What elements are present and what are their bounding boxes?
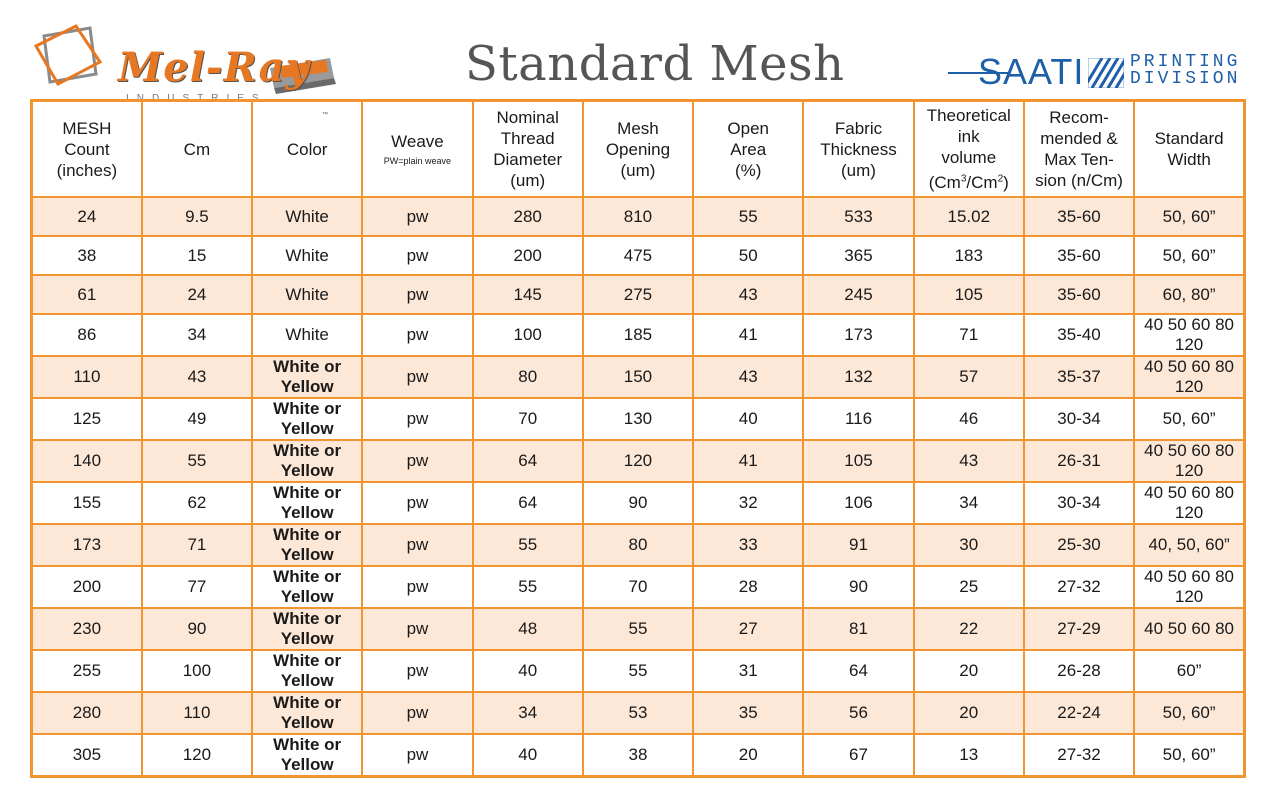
cell-color: White or Yellow <box>252 566 362 608</box>
cell-weave: pw <box>362 566 472 608</box>
cell-thickness: 81 <box>803 608 913 650</box>
cell-diameter: 200 <box>473 236 583 275</box>
cell-mesh: 230 <box>32 608 142 650</box>
cell-thickness: 67 <box>803 734 913 777</box>
cell-color: White or Yellow <box>252 524 362 566</box>
cell-weave: pw <box>362 440 472 482</box>
cell-mesh: 255 <box>32 650 142 692</box>
cell-cm: 71 <box>142 524 252 566</box>
cell-mesh: 200 <box>32 566 142 608</box>
cell-diameter: 34 <box>473 692 583 734</box>
cell-mesh: 86 <box>32 314 142 356</box>
cell-color: White or Yellow <box>252 482 362 524</box>
cell-width: 60, 80” <box>1134 275 1244 314</box>
cell-diameter: 40 <box>473 734 583 777</box>
table-row <box>32 566 1245 608</box>
cell-weave: pw <box>362 236 472 275</box>
cell-tension: 35-37 <box>1024 356 1134 398</box>
cell-weave: pw <box>362 524 472 566</box>
cell-ink-volume: 20 <box>914 692 1024 734</box>
cell-weave: pw <box>362 650 472 692</box>
cell-width: 40 50 60 80 120 <box>1134 482 1244 524</box>
cell-mesh: 24 <box>32 197 142 236</box>
cell-ink-volume: 15.02 <box>914 197 1024 236</box>
cell-opening: 55 <box>583 650 693 692</box>
cell-tension: 35-40 <box>1024 314 1134 356</box>
division-line-1: PRINTING <box>1130 52 1241 72</box>
table-row <box>32 314 1245 356</box>
cell-thickness: 106 <box>803 482 913 524</box>
brand-right-division <box>1130 54 1240 88</box>
cell-diameter: 80 <box>473 356 583 398</box>
cell-open-area: 50 <box>693 236 803 275</box>
cell-tension: 30-34 <box>1024 482 1134 524</box>
col-header-cm: Cm <box>142 101 252 198</box>
weave-note: PW=plain weave <box>383 155 452 166</box>
cell-opening: 90 <box>583 482 693 524</box>
col-header-color: Color <box>252 101 362 198</box>
cell-cm: 24 <box>142 275 252 314</box>
cell-weave: pw <box>362 398 472 440</box>
cell-cm: 34 <box>142 314 252 356</box>
mel-ray-logo <box>30 22 350 118</box>
cell-weave: pw <box>362 275 472 314</box>
cell-color: White or Yellow <box>252 356 362 398</box>
cell-thickness: 116 <box>803 398 913 440</box>
cell-cm: 62 <box>142 482 252 524</box>
table-row <box>32 236 1245 275</box>
cell-ink-volume: 25 <box>914 566 1024 608</box>
cell-open-area: 31 <box>693 650 803 692</box>
division-line-2: DIVISION <box>1130 69 1241 89</box>
table-row <box>32 275 1245 314</box>
cell-color: White <box>252 275 362 314</box>
cell-weave: pw <box>362 314 472 356</box>
cell-weave: pw <box>362 197 472 236</box>
cell-cm: 120 <box>142 734 252 777</box>
cell-ink-volume: 46 <box>914 398 1024 440</box>
cell-thickness: 90 <box>803 566 913 608</box>
cell-diameter: 70 <box>473 398 583 440</box>
cell-open-area: 41 <box>693 440 803 482</box>
col-header-mesh-count: MESH Count (inches) <box>32 101 142 198</box>
cell-tension: 35-60 <box>1024 236 1134 275</box>
cell-open-area: 20 <box>693 734 803 777</box>
cell-tension: 30-34 <box>1024 398 1134 440</box>
brand-left-subtitle: INDUSTRIES <box>126 93 267 104</box>
table-row <box>32 197 1245 236</box>
cell-ink-volume: 105 <box>914 275 1024 314</box>
cell-weave: pw <box>362 608 472 650</box>
cell-opening: 275 <box>583 275 693 314</box>
col-header-open-area: Open Area (%) <box>693 101 803 198</box>
cell-diameter: 64 <box>473 440 583 482</box>
cell-width: 40 50 60 80 120 <box>1134 314 1244 356</box>
cell-open-area: 41 <box>693 314 803 356</box>
table-row <box>32 482 1245 524</box>
cell-open-area: 27 <box>693 608 803 650</box>
table-header-row <box>32 101 1245 198</box>
saati-logo <box>944 50 1254 96</box>
cell-opening: 475 <box>583 236 693 275</box>
cell-width: 50, 60” <box>1134 398 1244 440</box>
cell-diameter: 100 <box>473 314 583 356</box>
cell-opening: 80 <box>583 524 693 566</box>
table-row <box>32 608 1245 650</box>
cell-opening: 53 <box>583 692 693 734</box>
cell-ink-volume: 57 <box>914 356 1024 398</box>
cell-color: White <box>252 197 362 236</box>
cell-color: White <box>252 314 362 356</box>
table-row <box>32 692 1245 734</box>
cell-thickness: 245 <box>803 275 913 314</box>
ink-volume-label: Theoretical ink volume <box>926 106 1011 168</box>
cell-opening: 120 <box>583 440 693 482</box>
cell-tension: 25-30 <box>1024 524 1134 566</box>
cell-width: 40 50 60 80 120 <box>1134 356 1244 398</box>
cell-tension: 27-32 <box>1024 734 1134 777</box>
cell-diameter: 64 <box>473 482 583 524</box>
page-title: Standard Mesh <box>465 36 845 92</box>
cell-cm: 49 <box>142 398 252 440</box>
cell-mesh: 38 <box>32 236 142 275</box>
cell-width: 50, 60” <box>1134 236 1244 275</box>
cell-tension: 26-28 <box>1024 650 1134 692</box>
cell-ink-volume: 34 <box>914 482 1024 524</box>
trademark-mark: ™ <box>322 112 328 118</box>
cell-diameter: 145 <box>473 275 583 314</box>
cell-width: 50, 60” <box>1134 734 1244 777</box>
table-row <box>32 398 1245 440</box>
cell-opening: 130 <box>583 398 693 440</box>
cell-ink-volume: 30 <box>914 524 1024 566</box>
cell-color: White or Yellow <box>252 692 362 734</box>
cell-opening: 55 <box>583 608 693 650</box>
cell-open-area: 40 <box>693 398 803 440</box>
cell-open-area: 55 <box>693 197 803 236</box>
cell-thickness: 365 <box>803 236 913 275</box>
cell-mesh: 173 <box>32 524 142 566</box>
cell-tension: 26-31 <box>1024 440 1134 482</box>
cell-width: 50, 60” <box>1134 197 1244 236</box>
table-row <box>32 650 1245 692</box>
cell-color: White <box>252 236 362 275</box>
cell-weave: pw <box>362 356 472 398</box>
cell-color: White or Yellow <box>252 398 362 440</box>
col-header-standard-width: Standard Width <box>1134 101 1244 198</box>
cell-width: 40 50 60 80 120 <box>1134 566 1244 608</box>
cell-opening: 150 <box>583 356 693 398</box>
col-header-thread-diameter: Nominal Thread Diameter (um) <box>473 101 583 198</box>
table-row <box>32 734 1245 777</box>
cell-diameter: 280 <box>473 197 583 236</box>
weave-label: Weave <box>391 131 444 151</box>
cell-ink-volume: 20 <box>914 650 1024 692</box>
cell-color: White or Yellow <box>252 440 362 482</box>
cell-weave: pw <box>362 482 472 524</box>
cell-color: White or Yellow <box>252 650 362 692</box>
cell-mesh: 155 <box>32 482 142 524</box>
cell-opening: 70 <box>583 566 693 608</box>
cell-mesh: 110 <box>32 356 142 398</box>
cell-thickness: 132 <box>803 356 913 398</box>
cell-mesh: 280 <box>32 692 142 734</box>
cell-mesh: 61 <box>32 275 142 314</box>
cell-thickness: 91 <box>803 524 913 566</box>
cell-open-area: 28 <box>693 566 803 608</box>
cell-ink-volume: 71 <box>914 314 1024 356</box>
col-header-fabric-thickness: Fabric Thickness (um) <box>803 101 913 198</box>
brand-right-name: SAATI <box>978 51 1085 92</box>
cell-cm: 110 <box>142 692 252 734</box>
cell-cm: 9.5 <box>142 197 252 236</box>
brand-left-name: Mel-Ray <box>118 44 310 91</box>
cell-tension: 27-32 <box>1024 566 1134 608</box>
col-header-ink-volume <box>914 101 1024 198</box>
ink-volume-unit: (Cm$^3$/Cm$^2$) <box>928 172 1009 192</box>
standard-mesh-table <box>30 99 1246 778</box>
cell-diameter: 48 <box>473 608 583 650</box>
cell-tension: 22-24 <box>1024 692 1134 734</box>
saati-stripes-icon <box>1088 58 1124 88</box>
cell-tension: 35-60 <box>1024 275 1134 314</box>
cell-ink-volume: 183 <box>914 236 1024 275</box>
table-row <box>32 356 1245 398</box>
cell-cm: 90 <box>142 608 252 650</box>
cell-width: 40 50 60 80 120 <box>1134 440 1244 482</box>
cell-cm: 43 <box>142 356 252 398</box>
cell-mesh: 140 <box>32 440 142 482</box>
cell-width: 50, 60” <box>1134 692 1244 734</box>
table-row <box>32 524 1245 566</box>
cell-cm: 100 <box>142 650 252 692</box>
table-body <box>32 197 1245 777</box>
cell-ink-volume: 13 <box>914 734 1024 777</box>
col-header-weave <box>362 101 472 198</box>
cell-diameter: 55 <box>473 566 583 608</box>
cell-thickness: 64 <box>803 650 913 692</box>
cell-opening: 38 <box>583 734 693 777</box>
cell-weave: pw <box>362 692 472 734</box>
cell-open-area: 35 <box>693 692 803 734</box>
cell-mesh: 305 <box>32 734 142 777</box>
col-header-tension: Recom- mended & Max Ten- sion (n/Cm) <box>1024 101 1134 198</box>
cell-diameter: 55 <box>473 524 583 566</box>
cell-cm: 15 <box>142 236 252 275</box>
cell-open-area: 43 <box>693 275 803 314</box>
table-row <box>32 440 1245 482</box>
col-header-mesh-opening: Mesh Opening (um) <box>583 101 693 198</box>
cell-color: White or Yellow <box>252 734 362 777</box>
cell-color: White or Yellow <box>252 608 362 650</box>
cell-thickness: 56 <box>803 692 913 734</box>
cell-diameter: 40 <box>473 650 583 692</box>
cell-cm: 77 <box>142 566 252 608</box>
cell-opening: 185 <box>583 314 693 356</box>
cell-tension: 27-29 <box>1024 608 1134 650</box>
cell-open-area: 32 <box>693 482 803 524</box>
cell-mesh: 125 <box>32 398 142 440</box>
cell-open-area: 43 <box>693 356 803 398</box>
cell-weave: pw <box>362 734 472 777</box>
cell-tension: 35-60 <box>1024 197 1134 236</box>
cell-width: 40 50 60 80 <box>1134 608 1244 650</box>
cell-ink-volume: 43 <box>914 440 1024 482</box>
cell-opening: 810 <box>583 197 693 236</box>
cell-thickness: 173 <box>803 314 913 356</box>
cell-thickness: 533 <box>803 197 913 236</box>
cell-ink-volume: 22 <box>914 608 1024 650</box>
cell-width: 60” <box>1134 650 1244 692</box>
cell-cm: 55 <box>142 440 252 482</box>
cell-width: 40, 50, 60” <box>1134 524 1244 566</box>
cell-open-area: 33 <box>693 524 803 566</box>
cell-thickness: 105 <box>803 440 913 482</box>
